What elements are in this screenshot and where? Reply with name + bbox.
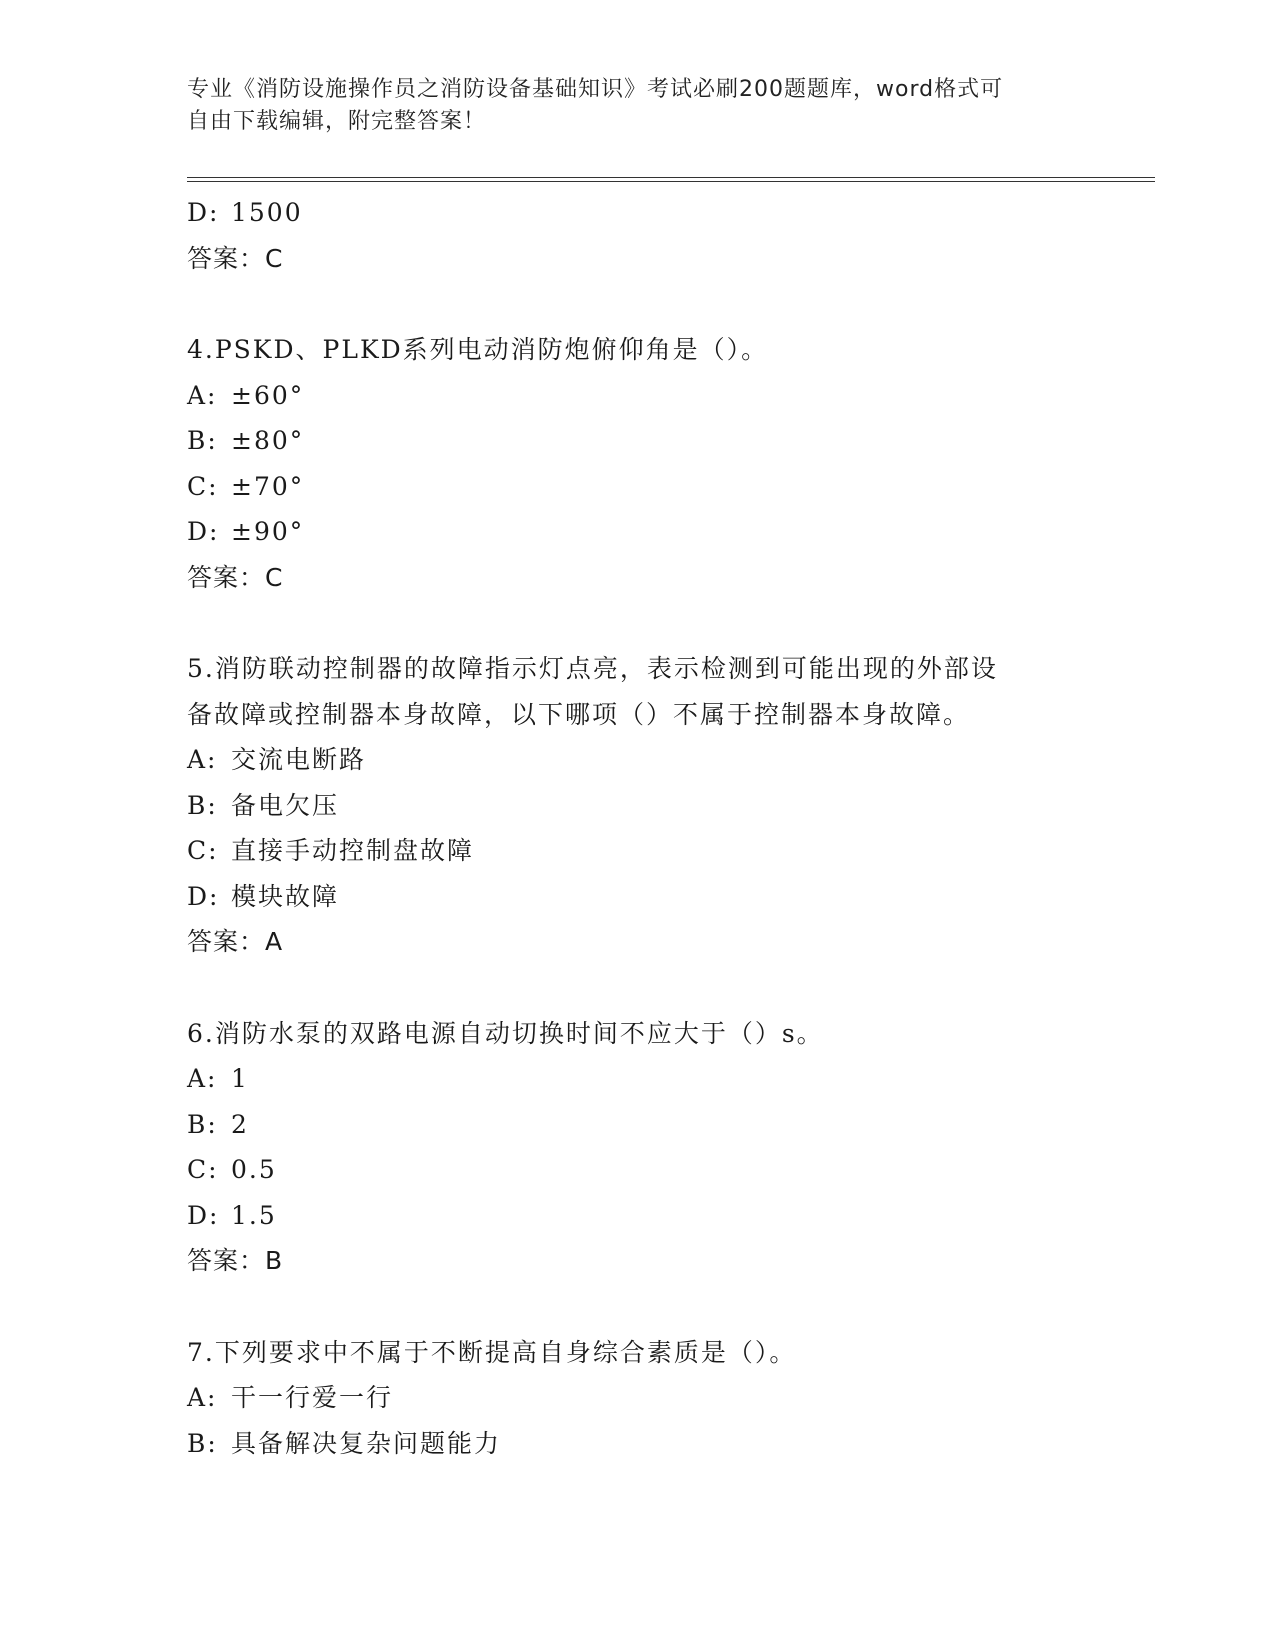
option-key: A:	[187, 380, 218, 410]
option-text: 直接手动控制盘故障	[231, 836, 475, 865]
option-item	[187, 783, 1087, 829]
option-key: A:	[187, 1064, 218, 1093]
spacer	[187, 965, 1087, 1011]
question-block	[187, 1011, 1087, 1284]
page-header	[187, 74, 1067, 138]
option-key: B:	[187, 426, 218, 455]
question-block	[187, 646, 1087, 965]
question-block	[187, 1330, 1087, 1467]
question-stem: 6.消防水泵的双路电源自动切换时间不应大于（）s。	[187, 1018, 824, 1048]
option-text: 0.5	[231, 1155, 277, 1184]
spacer	[187, 281, 1087, 327]
option-key: C:	[187, 471, 219, 501]
option-text: 具备解决复杂问题能力	[231, 1428, 502, 1458]
option-text: 2	[231, 1109, 249, 1139]
header-line-2: 自由下载编辑，附完整答案！	[187, 109, 487, 134]
option-key: C:	[187, 836, 219, 865]
answer-line: 答案：C	[187, 562, 284, 592]
question-stem: 5.消防联动控制器的故障指示灯点亮，表示检测到可能出现的外部设	[187, 654, 998, 683]
option-text: 1	[231, 1064, 249, 1093]
option-item	[187, 1147, 1087, 1193]
option-item	[187, 1102, 1087, 1148]
option-item	[187, 828, 1087, 874]
header-double-rule	[187, 177, 1155, 182]
option-item	[187, 373, 1087, 419]
option-key: B:	[187, 1109, 218, 1139]
option-item	[187, 509, 1087, 555]
option-key: A:	[187, 1383, 218, 1412]
question-list	[187, 190, 1087, 1466]
option-key: D:	[187, 1200, 220, 1230]
option-key: B:	[187, 1428, 218, 1458]
spacer	[187, 600, 1087, 646]
answer-line: 答案：B	[187, 1246, 284, 1275]
spacer	[187, 1284, 1087, 1330]
option-text: ±60°	[231, 380, 305, 410]
option-key: A:	[187, 745, 218, 774]
option-key: D:	[187, 517, 220, 546]
option-item	[187, 190, 1087, 236]
option-key: D:	[187, 881, 220, 911]
answer-line: 答案：C	[187, 243, 284, 273]
option-item	[187, 737, 1087, 783]
option-text: ±70°	[231, 471, 305, 501]
answer-line: 答案：A	[187, 927, 284, 956]
option-text: 1.5	[231, 1200, 277, 1230]
option-text: 干一行爱一行	[231, 1383, 394, 1412]
option-text: ±90°	[231, 517, 305, 546]
option-item	[187, 1375, 1087, 1421]
option-item	[187, 1193, 1087, 1239]
option-text: 交流电断路	[231, 745, 367, 774]
option-text: 备电欠压	[231, 790, 340, 820]
option-text: 模块故障	[231, 881, 340, 911]
question-stem: 4.PSKD、PLKD系列电动消防炮俯仰角是（）。	[187, 335, 769, 364]
option-item	[187, 1421, 1087, 1467]
question-block	[187, 327, 1087, 600]
option-key: C:	[187, 1155, 219, 1184]
option-key: D:	[187, 198, 220, 227]
option-key: B:	[187, 790, 218, 820]
question-stem-continued: 备故障或控制器本身故障，以下哪项（）不属于控制器本身故障。	[187, 699, 971, 729]
option-text: ±80°	[231, 426, 305, 455]
option-item	[187, 874, 1087, 920]
header-line-1: 专业《消防设施操作员之消防设备基础知识》考试必刷200题题库，word格式可	[187, 77, 1004, 102]
option-item	[187, 418, 1087, 464]
option-item	[187, 1056, 1087, 1102]
option-text: 1500	[231, 198, 303, 227]
option-item	[187, 464, 1087, 510]
question-stem: 7.下列要求中不属于不断提高自身综合素质是（）。	[187, 1337, 797, 1367]
